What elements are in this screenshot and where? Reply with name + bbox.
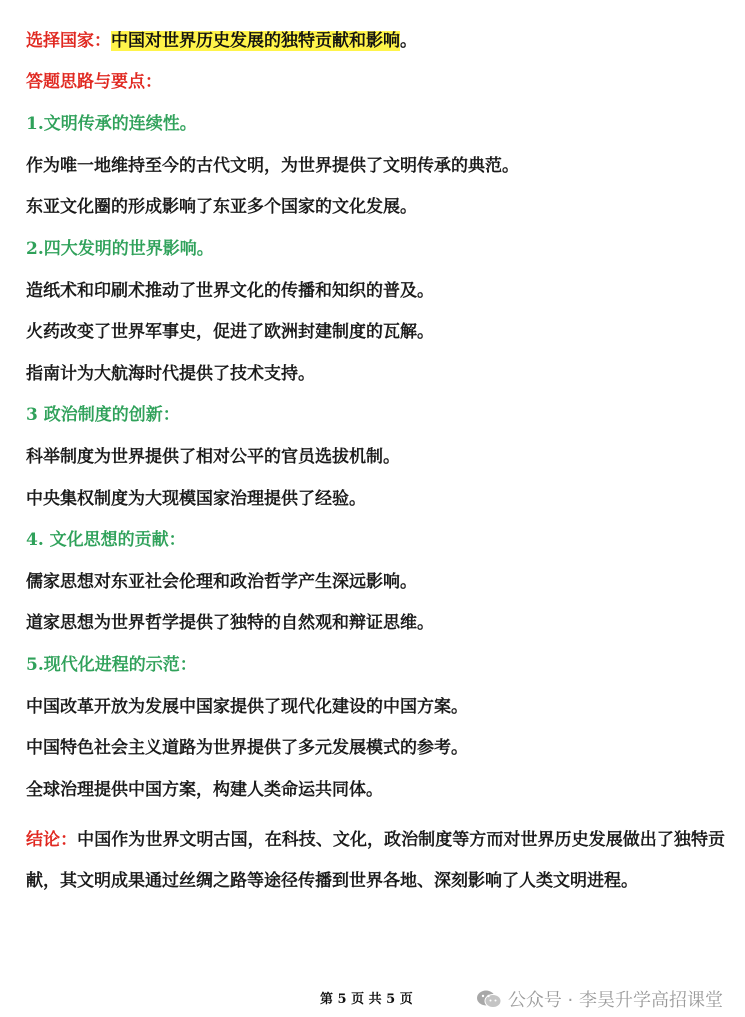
selection-label: 选择国家：	[26, 31, 111, 51]
section-title: 5.现代化进程的示范：	[26, 655, 197, 675]
watermark	[476, 986, 723, 1012]
conclusion-label: 结论：	[26, 830, 78, 850]
section-point: 儒家思想对东亚社会伦理和政治哲学产生深远影响。	[26, 572, 417, 592]
wechat-icon	[476, 989, 502, 1009]
section-title: 2.四大发明的世界影响。	[26, 239, 214, 259]
section-point: 全球治理提供中国方案，构建人类命运共同体。	[26, 780, 383, 800]
section-point: 中国改革开放为发展中国家提供了现代化建设的中国方案。	[26, 697, 468, 717]
section-point: 科举制度为世界提供了相对公平的官员选拔机制。	[26, 447, 400, 467]
section-point: 作为唯一地维持至今的古代文明，为世界提供了文明传承的典范。	[26, 156, 519, 176]
conclusion-paragraph	[26, 820, 725, 902]
section-point: 中央集权制度为大现模国家治理提供了经验。	[26, 489, 366, 509]
selection-end: 。	[400, 31, 417, 51]
section-point: 中国特色社会主义道路为世界提供了多元发展模式的参考。	[26, 738, 468, 758]
section-title: 4. 文化思想的贡献：	[26, 530, 186, 550]
section-point: 火药改变了世界军事史，促进了欧洲封建制度的瓦解。	[26, 322, 434, 342]
page-number: 第 5 页 共 5 页	[320, 992, 413, 1007]
country-selection-line	[26, 30, 725, 52]
section-point: 道家思想为世界哲学提供了独特的自然观和辩证思维。	[26, 613, 434, 633]
approach-title: 答题思路与要点：	[26, 72, 162, 92]
section-title: 1.文明传承的连续性。	[26, 114, 197, 134]
conclusion-text: 中国作为世界文明古国，在科技、文化，政治制度等方而对世界历史发展做出了独特贡献，其文明成果通过丝绸之路等途径传播到世界各地、深刻影响了人类文明进程。	[26, 830, 726, 891]
section-point: 造纸术和印刷术推动了世界文化的传播和知织的普及。	[26, 281, 434, 301]
selection-topic: 中国对世界历史发展的独特贡献和影响	[111, 31, 400, 51]
section-title: 3 政治制度的创新：	[26, 405, 180, 425]
section-point: 指南计为大航海时代提供了技术支持。	[26, 364, 315, 384]
section-point: 东亚文化圈的形成影响了东亚多个国家的文化发展。	[26, 197, 417, 217]
watermark-text: 公众号 · 李昊升学高招课堂	[507, 990, 723, 1011]
page-footer	[0, 986, 745, 1011]
